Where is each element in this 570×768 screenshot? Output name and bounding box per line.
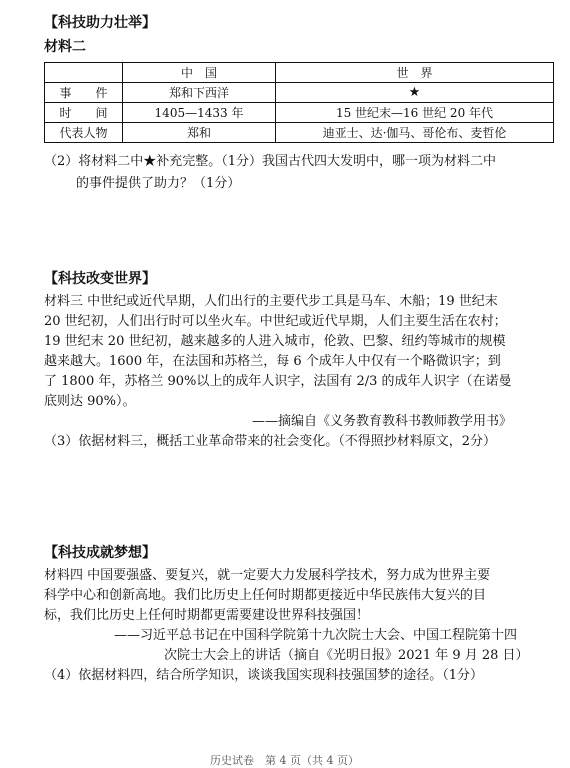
section-heading-1: 【科技助力壮举】 (44, 15, 156, 31)
material-3-line: 越来越大。1600 年，在法国和苏格兰，每 6 个成年人中仅有一个略微识字；到 (44, 354, 501, 369)
material-3-line: 了 1800 年，苏格兰 90%以上的成年人识字，法国有 2/3 的成年人识字（在诺曼 (44, 374, 512, 389)
china-cell: 郑和下西洋 (123, 83, 276, 103)
material-3-line: 材料三 中世纪或近代早期，人们出行的主要代步工具是马车、木船；19 世纪末 (44, 294, 498, 309)
table-row (45, 83, 554, 103)
material-2-label: 材料二 (44, 39, 86, 55)
table-header-cell: 世 界 (276, 63, 554, 83)
row-label: 事 件 (45, 83, 123, 103)
material-3-line: 底则达 90%）。 (44, 394, 136, 409)
material-4-line: 标，我们比历史上任何时期都更需要建设世界科技强国！ (44, 608, 370, 623)
material-4-source-line-2: 次院士大会上的讲话（摘自《光明日报》2021 年 9 月 28 日） (164, 648, 529, 663)
table-row (45, 123, 554, 143)
material-4-line: 材料四 中国要强盛、要复兴，就一定要大力发展科学技术，努力成为世界主要 (44, 568, 491, 583)
table-header-cell: 中 国 (123, 63, 276, 83)
question-4: （4）依据材料四，结合所学知识，谈谈我国实现科技强国梦的途径。（1分） (44, 668, 484, 683)
row-label: 时 间 (45, 103, 123, 123)
material-3-line: 20 世纪初，人们出行时可以坐火车。中世纪或近代早期，人们主要生活在农村； (44, 314, 507, 329)
china-cell: 郑和 (123, 123, 276, 143)
question-2-line-2: 的事件提供了助力？（1分） (76, 176, 241, 191)
material-3-source: ——摘编自《义务教育教科书教师教学用书》 (251, 414, 512, 429)
page-footer: 历史试卷 第 4 页（共 4 页） (210, 754, 359, 767)
table-header-cell (45, 63, 123, 83)
blank-star-cell: ★ (276, 83, 554, 103)
world-cell: 15 世纪末—16 世纪 20 年代 (276, 103, 554, 123)
material-2-table (44, 62, 554, 143)
material-3-line: 19 世纪末 20 世纪初，越来越多的人进入城市，伦敦、巴黎、纽约等城市的规模 (44, 334, 506, 349)
table-row (45, 103, 554, 123)
material-4-source-line-1: ——习近平总书记在中国科学院第十九次院士大会、中国工程院第十四 (114, 628, 518, 643)
row-label: 代表人物 (45, 123, 123, 143)
section-heading-3: 【科技成就梦想】 (44, 545, 156, 561)
table-header-row (45, 63, 554, 83)
world-cell: 迪亚士、达·伽马、哥伦布、麦哲伦 (276, 123, 554, 143)
material-4-line: 科学中心和创新高地。我们比历史上任何时期都更接近中华民族伟大复兴的目 (44, 588, 487, 603)
section-heading-2: 【科技改变世界】 (44, 271, 156, 287)
question-2-line-1: （2）将材料二中★补充完整。（1分）我国古代四大发明中，哪一项为材料二中 (44, 154, 497, 169)
china-cell: 1405—1433 年 (123, 103, 276, 123)
question-3: （3）依据材料三，概括工业革命带来的社会变化。（不得照抄材料原文，2分） (44, 434, 497, 449)
